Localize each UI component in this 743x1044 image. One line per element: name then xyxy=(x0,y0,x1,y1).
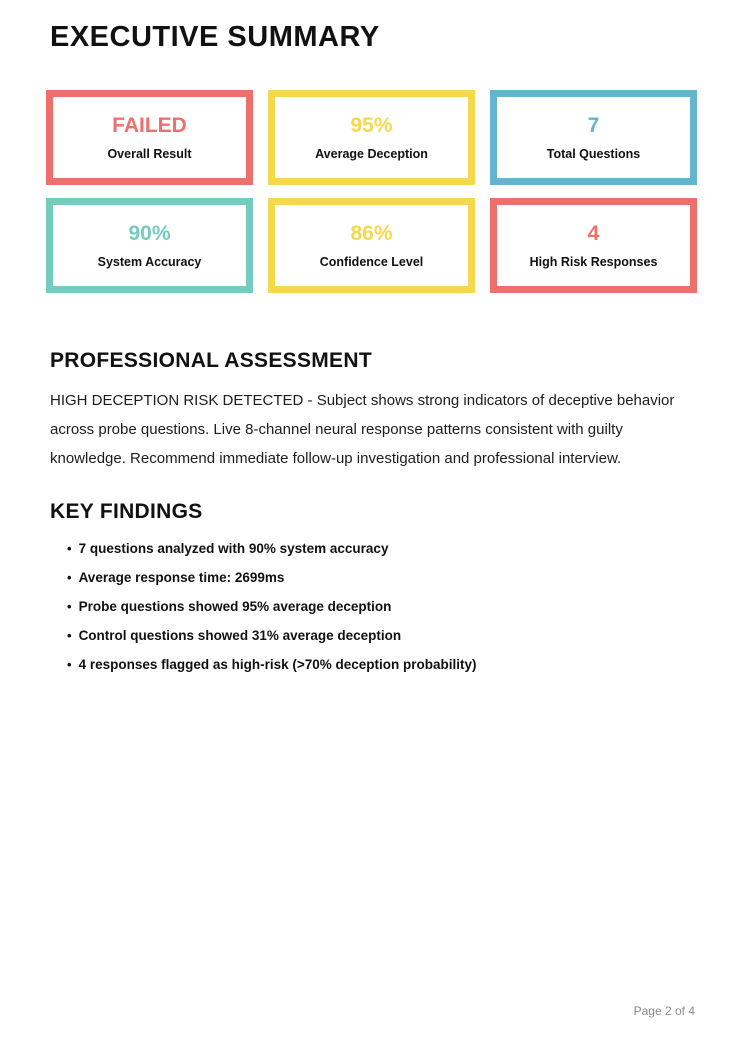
stat-card-overall-result xyxy=(46,90,253,185)
stat-value: 86% xyxy=(350,222,393,245)
list-item xyxy=(67,542,695,556)
page-title: EXECUTIVE SUMMARY xyxy=(50,21,380,53)
stat-card-average-deception xyxy=(268,90,475,185)
finding-text: Average response time: 2699ms xyxy=(78,570,285,585)
finding-text: 7 questions analyzed with 90% system accuracy xyxy=(78,541,389,556)
stat-value: 4 xyxy=(587,222,600,245)
finding-text: 4 responses flagged as high-risk (>70% deception probability) xyxy=(78,657,477,672)
professional-assessment-section xyxy=(50,349,695,473)
stat-value: 90% xyxy=(128,222,171,245)
list-item xyxy=(67,658,695,672)
stat-card-confidence-level xyxy=(268,198,475,293)
stat-card-total-questions xyxy=(490,90,697,185)
list-item xyxy=(67,629,695,643)
stat-label: Average Deception xyxy=(315,147,428,161)
page-number: Page 2 of 4 xyxy=(633,1004,695,1018)
key-findings-section xyxy=(50,500,695,672)
summary-stat-cards xyxy=(46,90,697,293)
stat-card-high-risk-responses xyxy=(490,198,697,293)
list-item xyxy=(67,600,695,614)
professional-assessment-heading: PROFESSIONAL ASSESSMENT xyxy=(50,349,372,372)
stat-value: 95% xyxy=(350,114,393,137)
stat-label: Confidence Level xyxy=(319,255,424,269)
stat-label: System Accuracy xyxy=(97,255,202,269)
list-item xyxy=(67,571,695,585)
bullet-icon: • xyxy=(67,599,72,614)
finding-text: Control questions showed 31% average deception xyxy=(78,628,402,643)
bullet-icon: • xyxy=(67,541,72,556)
stat-label: High Risk Responses xyxy=(529,255,658,269)
bullet-icon: • xyxy=(67,570,72,585)
bullet-icon: • xyxy=(67,657,72,672)
stat-card-system-accuracy xyxy=(46,198,253,293)
stat-label: Total Questions xyxy=(546,147,641,161)
professional-assessment-text: HIGH DECEPTION RISK DETECTED - Subject shows strong indicators of deceptive behavior across probe questions. Live 8-channel neural response patterns consistent with guilty knowledge. Recommend immediate follow-up investigation and professional interview. xyxy=(50,392,675,467)
key-findings-heading: KEY FINDINGS xyxy=(50,500,203,523)
stat-value: FAILED xyxy=(112,114,187,137)
stat-label: Overall Result xyxy=(107,147,192,161)
stat-value: 7 xyxy=(587,114,600,137)
finding-text: Probe questions showed 95% average deception xyxy=(78,599,392,614)
key-findings-list xyxy=(50,542,695,672)
bullet-icon: • xyxy=(67,628,72,643)
